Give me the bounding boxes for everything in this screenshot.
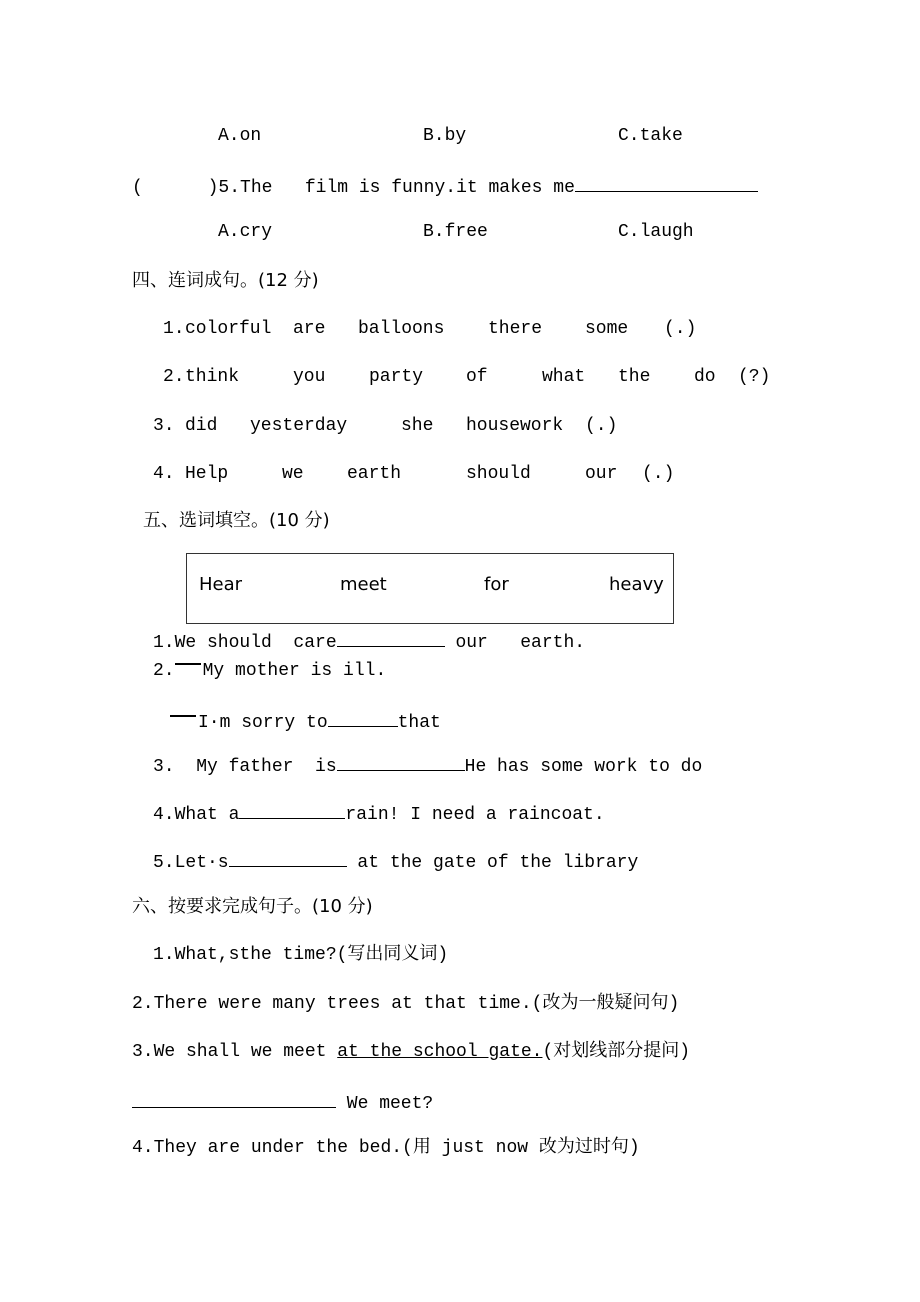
section-5-item-1: 1.We should care our earth. [153, 628, 585, 650]
item-number: 4. [153, 464, 175, 484]
item-number: 3. [153, 416, 175, 436]
word: some [585, 319, 629, 339]
item-number: 1. [163, 319, 185, 339]
question-5 [132, 173, 758, 198]
word: what [542, 367, 586, 387]
answer-blank [132, 1089, 336, 1108]
section-5-title: 五、选词填空。(10 分) [143, 510, 330, 531]
word: she [401, 416, 434, 436]
word: we [282, 464, 304, 484]
word: balloons [358, 319, 445, 339]
word-bank-box [186, 553, 674, 624]
word: (?) [738, 367, 771, 387]
word: do [694, 367, 716, 387]
answer-blank [229, 848, 347, 867]
section-5-item-3: 3. My father is He has some work to do [153, 752, 702, 774]
word: there [488, 319, 543, 339]
word: are [293, 319, 326, 339]
section-4-title: 四、连词成句。(12 分) [132, 270, 319, 291]
section-6-item-2: 2.There were many trees at that time.(改为一般疑问句) [132, 994, 680, 1014]
word-bank-word: Hear [199, 574, 243, 595]
word: think [185, 367, 240, 387]
section-5-item-5: 5.Let·s at the gate of the library [153, 848, 638, 870]
option-c: C.laugh [618, 222, 694, 242]
answer-blank [575, 173, 758, 192]
option-b: B.by [423, 126, 467, 146]
word: colorful [185, 319, 272, 339]
word: (.) [585, 416, 618, 436]
section-6-item-4: 4.They are under the bed.(用 just now 改为过时句) [132, 1138, 640, 1158]
word: did [185, 416, 218, 436]
word: housework [466, 416, 564, 436]
option-c: C.take [618, 126, 683, 146]
option-a: A.cry [218, 222, 273, 242]
word: of [466, 367, 488, 387]
option-b: B.free [423, 222, 488, 242]
word: you [293, 367, 326, 387]
word-bank-word: for [484, 574, 509, 595]
dash [170, 715, 196, 717]
item-number: 2. [163, 367, 185, 387]
word-bank-word: meet [340, 574, 387, 595]
word: yesterday [250, 416, 348, 436]
word: Help [185, 464, 229, 484]
section-5-item-2-reply: I·m sorry to that [170, 708, 441, 730]
section-6-item-3: 3.We shall we meet at the school gate.(对划线部分提问) [132, 1042, 691, 1062]
word: should [466, 464, 531, 484]
word: (.) [664, 319, 697, 339]
word-bank-word: heavy [609, 574, 664, 595]
dash [175, 663, 201, 665]
answer-blank [239, 800, 345, 819]
word: our [585, 464, 618, 484]
section-6-item-3-answer: We meet? [132, 1089, 433, 1111]
word: party [369, 367, 424, 387]
section-5-item-4: 4.What a rain! I need a raincoat. [153, 800, 605, 822]
section-5-item-2: 2. My mother is ill. [153, 661, 387, 681]
word: the [618, 367, 651, 387]
word: (.) [642, 464, 675, 484]
section-6-item-1: 1.What,sthe time?(写出同义词) [153, 945, 449, 965]
answer-blank [337, 628, 445, 647]
option-a: A.on [218, 126, 262, 146]
answer-blank [337, 752, 465, 771]
section-6-title: 六、按要求完成句子。(10 分) [132, 896, 373, 917]
word: earth [347, 464, 402, 484]
answer-blank [328, 708, 398, 727]
answer-paren: ( )5. [132, 178, 241, 198]
question-text: The film is funny.it makes me [240, 178, 575, 198]
